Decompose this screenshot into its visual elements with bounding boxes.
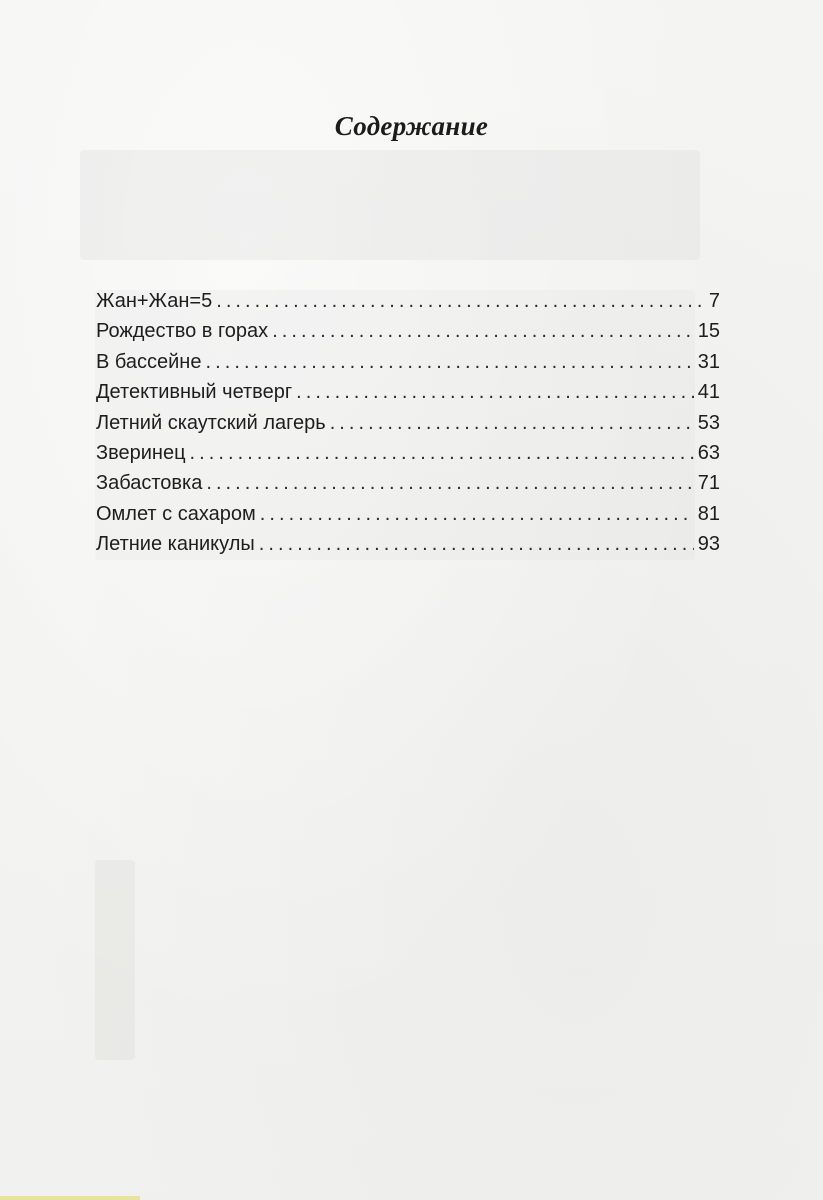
table-of-contents [96,286,720,560]
toc-entry-title: Забастовка [96,472,203,495]
toc-entry-page: 93 [697,533,720,556]
toc-entry-title: Летние каникулы [96,533,255,556]
toc-entry-title: Омлет с сахаром [96,502,256,525]
toc-entry [96,377,720,407]
toc-entry-title: Зверинец [96,441,186,464]
toc-entry [96,316,720,346]
dot-leader [205,347,693,377]
toc-entry-page: 53 [697,411,720,434]
toc-entry-title: В бассейне [96,350,202,373]
page-edge-strip [0,1196,140,1200]
dot-leader [296,377,694,407]
toc-entry-title: Жан+Жан=5 [96,290,213,312]
toc-entry-page: 41 [697,381,720,404]
dot-leader [330,408,694,438]
toc-entry-title: Летний скаутский лагерь [96,411,326,434]
toc-entry-page: 31 [697,350,720,373]
toc-entry-page: 63 [697,441,720,464]
dot-leader [190,438,694,468]
dot-leader [206,468,693,498]
show-through-shadow [80,150,700,260]
dot-leader [259,529,694,559]
toc-entry [96,408,720,438]
toc-entry-title: Рождество в горах [96,320,269,343]
toc-entry [96,438,720,468]
toc-entry [96,499,720,529]
toc-entry-page: 7 [708,290,720,312]
dot-leader [216,286,705,316]
toc-entry-page: 81 [697,502,720,525]
page-title: Содержание [334,111,489,141]
toc-entry-page: 71 [697,472,720,495]
toc-entry [96,347,720,377]
toc-entry-title: Детективный четверг [96,381,293,404]
toc-entry-page: 15 [697,320,720,343]
toc-entry [96,286,720,316]
toc-entry [96,529,720,559]
dot-leader [272,316,694,346]
show-through-shadow [95,860,135,1060]
dot-leader [260,499,694,529]
toc-entry [96,468,720,498]
